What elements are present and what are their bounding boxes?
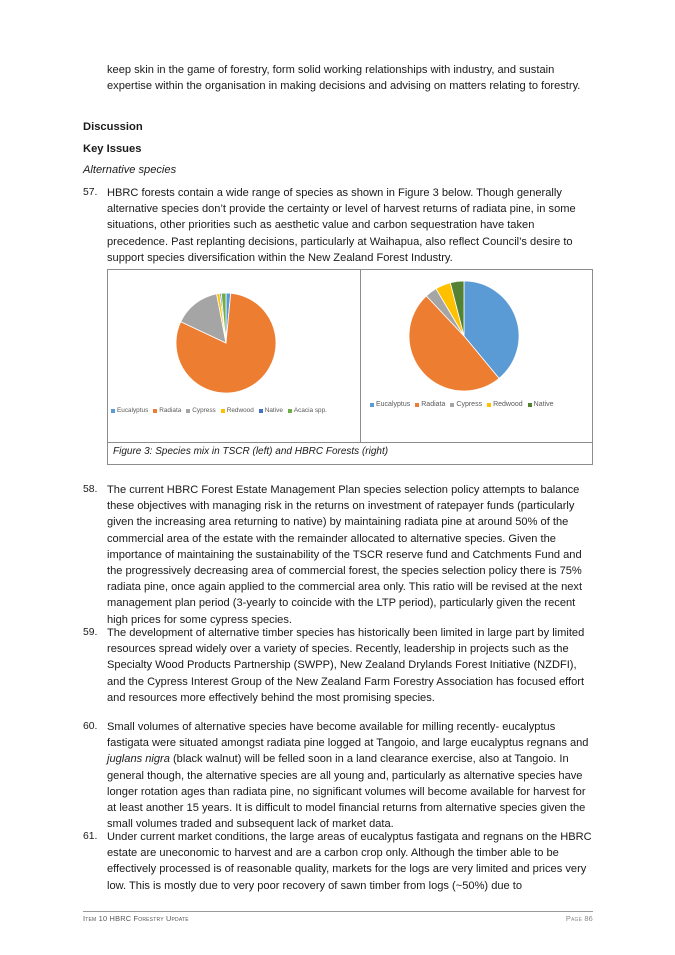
legend-entry	[487, 401, 523, 408]
legend-swatch	[487, 403, 491, 407]
paragraph-number: 60.	[83, 721, 98, 732]
paragraph-61: Under current market conditions, the large areas of eucalyptus fastigata and regnans on the HBRC estate are uneconomic to harvest and are a carbon crop only. Although the timber able to be effectively processed is of reasonable quality, markets for the logs are very limited and prices very low. This is mostly due to very poor recovery of sawn timber from logs (~50%) due to	[107, 831, 592, 892]
paragraph-60-text: Small volumes of alternative species have become available for milling recently- eucalyptus fastigata were situated amongst radiata pine logged at Tangoio, and large eucalyptus regnans and	[107, 721, 589, 750]
legend-label: Cypress	[456, 401, 483, 408]
legend-entry	[370, 401, 410, 408]
legend-swatch	[186, 409, 190, 413]
pie-chart-hbrc	[361, 270, 595, 400]
legend-label: Acacia spp.	[293, 407, 327, 414]
legend-swatch	[528, 403, 532, 407]
legend-entry	[528, 401, 554, 408]
footer-page-number	[566, 914, 593, 923]
paragraph-60	[107, 719, 595, 832]
footer-page-text: Page 86	[565, 914, 593, 923]
legend-label: Eucalyptus	[376, 401, 411, 408]
paragraph-59: The development of alternative timber species has historically been limited in large part by limited resources spread widely over a variety of species. Recently, leadership in projects such as the Specialty Wood Products Partnership (SWPP), New Zealand Drylands Forest Initiative (NZDFI), and the Cypress Interest Group of the New Zealand Farm Forestry Association has focused effort and resources more effectively behind the most promising species.	[107, 627, 585, 704]
footer-item-title	[83, 914, 189, 923]
legend-entry	[186, 407, 215, 414]
legend-swatch	[288, 409, 292, 413]
paragraph-60-text: (black walnut) will be felled soon in a land clearance exercise, also at Tangoio. In general though, the alternative species are all young and, particularly as alternative species have longer rotation ages than radiata pine, no significant volumes will become available for harvest for at least another 15 years. It is difficult to model financial returns from alternative species given the small volumes traded and subsequent lack of market data.	[107, 753, 586, 831]
paragraph-number: 57.	[83, 187, 98, 198]
figure-caption: Figure 3: Species mix in TSCR (left) and HBRC Forests (right)	[113, 446, 389, 457]
heading-alternative-species: Alternative species	[83, 164, 177, 176]
legend-swatch	[221, 409, 225, 413]
legend-entry	[450, 401, 482, 408]
legend-swatch	[153, 409, 157, 413]
legend-label: Native	[533, 401, 554, 408]
footer-item-text: Item 10 HBRC Forestry Update	[83, 914, 189, 923]
legend-label: Redwood	[493, 401, 523, 408]
legend-entry	[259, 407, 283, 414]
legend-entry	[111, 407, 148, 414]
paragraph-number: 58.	[83, 484, 98, 495]
legend-label: Radiata	[159, 407, 182, 414]
legend-label: Redwood	[226, 407, 254, 414]
legend-entry	[415, 401, 445, 408]
legend-hbrc	[370, 401, 559, 408]
legend-tscr	[111, 407, 332, 414]
legend-swatch	[259, 409, 263, 413]
paragraph-number: 59.	[83, 627, 98, 638]
species-name-italic: juglans nigra	[107, 753, 170, 766]
intro-paragraph: keep skin in the game of forestry, form solid working relationships with industry, and sustain expertise within the organisation in making decisions and advising on matters relating to forestry.	[107, 64, 581, 93]
legend-entry	[221, 407, 254, 414]
heading-discussion: Discussion	[83, 121, 143, 133]
pie-chart-tscr	[108, 270, 360, 405]
figure-divider	[108, 442, 592, 443]
paragraph-57: HBRC forests contain a wide range of species as shown in Figure 3 below. Though generally alternative species don’t provide the certainty or level of harvest returns of radiata pine, in some situations, other priorities such as aesthetic value and carbon sequestration have taken precedence. Past replanting decisions, particularly at Waihapua, also reflect Council’s desire to support species diversification within the New Zealand Forest Industry.	[107, 187, 576, 264]
legend-label: Eucalyptus	[117, 407, 149, 414]
footer-divider	[83, 911, 593, 912]
legend-swatch	[450, 403, 454, 407]
legend-label: Cypress	[192, 407, 216, 414]
figure-3	[107, 269, 593, 465]
legend-swatch	[415, 403, 419, 407]
legend-label: Radiata	[421, 401, 446, 408]
legend-entry	[288, 407, 327, 414]
paragraph-number: 61.	[83, 831, 98, 842]
heading-key-issues: Key Issues	[83, 143, 142, 155]
legend-entry	[153, 407, 181, 414]
figure-divider	[360, 270, 361, 442]
legend-label: Native	[264, 407, 283, 414]
legend-swatch	[370, 403, 374, 407]
legend-swatch	[111, 409, 115, 413]
paragraph-58: The current HBRC Forest Estate Management Plan species selection policy attempts to balance these objectives with managing risk in the returns on investment of ratepayer funds (particularly given the increasing area returning to native) by maintaining radiata pine at around 50% of the commercial area of the estate with the remainder allocated to alternative species. Given the importance of maintaining the sustainability of the TSCR reserve fund and Catchments Fund and the progressively decreasing area of commercial forest, the species selection policy there is 75% radiata pine, once again applied to the commercial area only. This ratio will be revised at the next management plan period (3-yearly to coincide with the LTP period), particularly given the recent high prices for some cypress species.	[107, 484, 583, 626]
